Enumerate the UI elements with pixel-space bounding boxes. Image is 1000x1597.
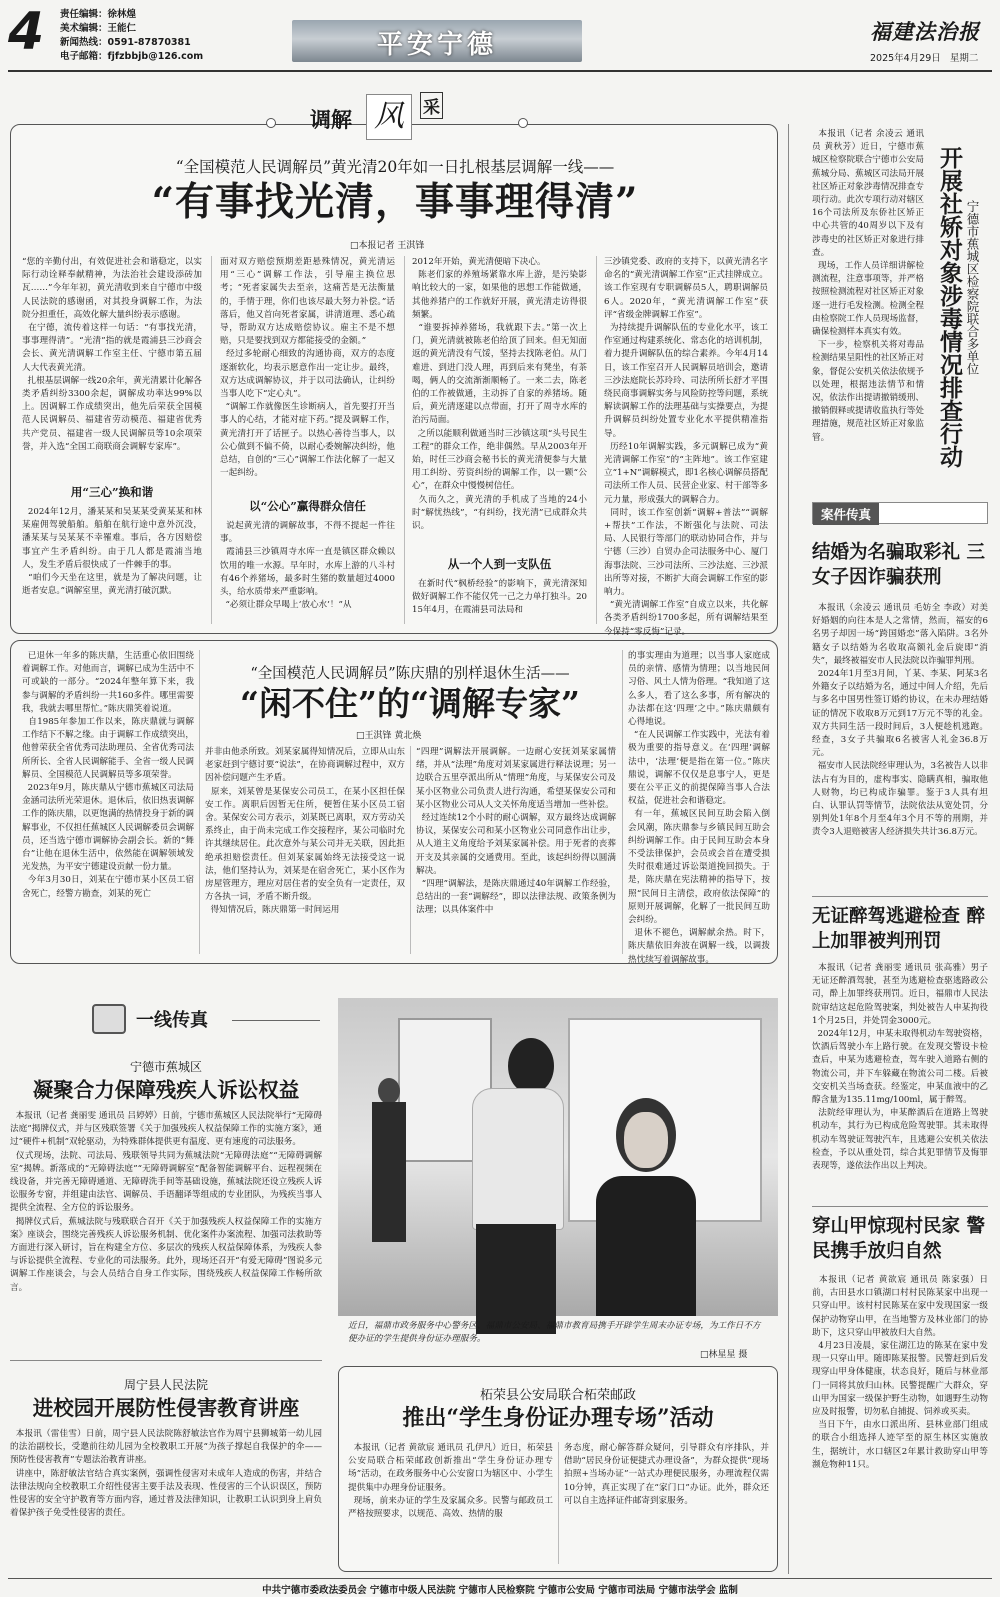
story2-col3: “四理”调解法开展调解。一边耐心安抚刘某家属情绪，并从“法理”角度对刘某家属进行释法说理；另一边联合五里亭派出所从“情理”角度，与某保安公司及某小区物业公司负责人进行沟通，希望某保安公司和某小区物业公司从人文关怀角度适当增加一些补偿。 经过连续12个小时的耐心调解，双方最终达成调解协议，某保安公司和某小区物业公司同意作出让步，从人道主义角度给予刘某家属补偿。用于死者的丧葬开支及其亲属的交通费用。至此，该起纠纷得以圆满解决。 “四理”调解法，是陈庆鼎通过40年调解工作经验，总结出的一套“调解经”，即以法律法规、政策条例为法理；以具体案件中 — [416, 747, 617, 916]
pin-icon — [266, 118, 276, 128]
story1-sub1: 用“三心”换和谐 — [70, 485, 154, 499]
left2-place: 周宁县人民法院 — [123, 1378, 208, 1392]
story1-col2b: 说起黄光清的调解故事，不得不提起一件往事。 霞浦县三沙镇周寺水库一直是镇区群众赖以饮用的唯一水源。早年时，水库上游的八斗村有46个养猪场，最多时生猪的数量超过4000头，给水质带来严重影响。 “必须让群众早喝上‘放心水’！”从 — [220, 521, 395, 611]
side4-body: 本报讯（记者 黄欲宸 通讯员 陈家强）日前，古田县水口镇湖口村村民陈某家中出现一只穿山甲。该村村民陈某在家中发现国家一级保护动物穿山甲，在当地警方及林业部门的协助下，这只穿山甲被放归大自然。 4月23日凌晨，家住湖江边的陈某在家中发现一只穿山甲。随即陈某报警。民警赶到后发现穿山甲身体健康，状态良好，随后与林业部门一同将其放归山林。民警提醒广大群众，穿山甲为国家一级保护野生动物，如遇野生动物应及时报警，切勿私自捕捉、饲养或买卖。 当日下午，由水口派出所、县林业部门组成的联合小组选择人迹罕至的原生林区实施放生，据统计，水口辖区2年累计救助穿山甲等濒危物种11只。 — [812, 1275, 989, 1470]
email: 电子邮箱：fjfzbbjb@126.com — [60, 51, 204, 62]
header-rule — [232, 1020, 320, 1021]
story1-col4: 三沙镇党委、政府的支持下，以黄光清名字命名的“黄光清调解工作室”正式挂牌成立。该工作室现有专职调解员5人，聘职调解员6人。2020年，“黄光清调解工作室”获评“省级金牌调解工作室”。 为持续提升调解队伍的专业化水平，该工作室通过构建系统化、常态化的培训机制，着力提升调解队伍的综合素养。今年4月14日，该工作室召开人民调解员培训会，邀请三沙法庭院长苏玲玲、司法所所长舒才平围绕民商事调解实务与风险防控等问题，系统解读调解工作的法理基础与实操要点，为提升调解员纠纷处置专业化水平提供精准指导。 历经10年调解实践，多元调解已成为“黄光清调解工作室”的“主阵地”。该工作室建立“1+N”调解模式，即1名核心调解员搭配司法所工作人员、民营企业家、村干部等多元力量，形成强大的调解合力。 同时，该工作室创新“调解+普法”“调解+帮扶”工作法，不断强化与法院、司法局、人民银行等部门的联动协同合作，并与宁德（三沙）自贸办企司法服务中心、厦门海事法院、三沙司法所、三沙法庭、三沙派出所等对接，不断扩大商会调解工作室的影响力。 “黄光清调解工作室”自成立以来，共化解各类矛盾纠纷1700多起，所有调解结果至今保持“零反悔”记录。 — [604, 257, 768, 637]
student-id-kicker: 柘荣县公安局联合柘荣邮政 — [479, 1388, 636, 1403]
side1-vertical-sub: 宁德市蕉城区检察院联合多单位 — [965, 200, 980, 375]
side2-title: 结婚为名骗取彩礼 三女子因诈骗获刑 — [812, 542, 985, 588]
story1-col3: 2012年开始，黄光清便暗下决心。 陈老们家的养殖场紧靠水库上游，是污染影响比较大的一家，如果他的思想工作能做通，其他养猪户的工作就好开展，黄光清走访得很频繁。 “谁要拆掉养猪场，我就跟下去。”第一次上门，黄光清就被陈老伯给顶了回来。但无知面返的黄光清没有气馁，坚持去找陈老伯。从门难进、到进门没人理，再到后来有凳坐，有茶喝，俩人的交流渐渐顺畅了。一来二去，陈老伯的工作被做通，主动拆了自家的养猪场。随后，黄光清逐建以点带面，打开了周寺水库的治污局面。 之所以能顺利做通当时三沙镇这项“头号民生工程”的群众工作，绝非偶然。早从2003年开始，时任三沙商会秘书长的黄光清便参与大量用工纠纷、劳资纠纷的调解工作，以一颗“公心”，在群众中慢慢树信任。 久而久之，黄光清的手机成了当地的24小时“解忧热线”，“有纠纷，找光清”已成群众共识。 — [412, 257, 587, 532]
section-rule — [812, 896, 988, 897]
date: 2025年4月29日 — [870, 53, 941, 64]
story1-sub2: 以“公心”赢得群众信任 — [249, 499, 366, 513]
left1-place: 宁德市蕉城区 — [129, 1060, 202, 1074]
photo-credit: □林星星 摄 — [700, 1350, 748, 1360]
story1-col2: 面对双方赔偿预期差距悬殊情况，黄光清运用“三心”调解工作法，引导雇主换位思考；“死者家属失去至亲，这痛苦是无法衡量的，手情于理，你们也该尽最大努力补偿。”话落后，他又首向死者家属，讲清道理、悉心疏导，帮助双方达成赔偿协议。雇主不是不想赔，只是要找到双方都能接受的金额。” 经过多轮耐心细致的沟通协商，双方的态度逐渐软化，均表示愿意作出一定让步。最终，双方达成调解协议，并于以司法确认，让纠纷当事人吃下“定心丸”。 “调解工作就像医生诊断病人，首先要打开当事人的心结，才能对症下药。”提及调解工作，黄光清打开了话匣子。以热心善待当事人，以公心做到不偏不倚，以耐心委婉解决纠纷，他总结，自创的“三心”调解工作法化解了一起又一起纠纷。 — [220, 257, 395, 479]
column-rule — [410, 746, 411, 954]
story1-byline: □本报记者 王淇锋 — [350, 241, 425, 251]
news-photo — [338, 998, 778, 1316]
left2-title: 进校园开展防性侵害教育讲座 — [32, 1396, 300, 1420]
story2-col2: 并非由他杀所致。刘某家属得知情况后，立即从山东老家赶到宁德讨要“说法”，在协商调解过程中，双方因补偿问题产生矛盾。 原来，刘某曾是某保安公司员工，在某小区担任保安工作。离职后因暂无住所，便暂住某小区员工宿舍。某保安公司方表示，刘某既已离职，双方劳动关系终止，由于尚未完成工作交接程序，某公司临时允许其继续居住。此次意外与某公司并无关联，因此拒绝承担赔偿责任。但刘某家属始终无法接受这一说法，他们坚持认为，刘某是在宿舍死亡，某小区作为房屋管理方，理应对居住者的安全负有一定责任，双方各执一词，矛盾不断升级。 得知情况后，陈庆鼎第一时间运用 — [205, 747, 405, 916]
sidebar-rule — [788, 124, 789, 1574]
story1-col1: “您的辛勤付出，有效促进社会和谐稳定，以实际行动诠释奉献精神，为法治社会建设添砖加瓦……”今年年初，黄光清收到来自宁德市中级人民法院的感谢函，对其投身调解工作，为法院分担重任，高效化解大量纠纷表示感谢。 在宁德，流传着这样一句话：“有事找光清，事事理得清”。“光清”指的就是霞浦县三沙商会会长、黄光清调解工作室主任、宁德市第五届人大代表黄光清。 扎根基层调解一线20余年，黄光清累计化解各类矛盾纠纷3300余起，调解成功率达99%以上。因调解工作成绩突出，他先后荣获全国模范人民调解员、福建省劳动模范、福建省优秀共产党员、福建省一级人民调解员等10余项荣誉，并入选“全国工商联商会调解专家库”。 — [22, 257, 203, 452]
footer-rule — [8, 1578, 992, 1579]
side2-body: 本报讯（余凌云 通讯员 毛妨全 李政）对美好婚姻的向往本是人之常情，然而，福安的6名男子却因一场“跨国婚恋”落入陷阱。3名外籍女子以结婚为名收取高额礼金后旋即“消失”，最终被福安市人民法院以诈骗罪判刑。 2024年1月至3月间，丫某、李某、阿某3名外籍女子以结婚为名，通过中间人介绍，先后与多名中国男性签订婚约协议，在未办理结婚证的情况下收取8万元到17万元不等的礼金。双方共同生活一段时间后，3人便趁机逃跑。经查，3女子共骗取6名被害人礼金36.8万元。 福安市人民法院经审理认为，3名被告人以非法占有为目的，虚构事实、隐瞒真相，骗取他人财物，均已构成诈骗罪。鉴于3人具有坦白、认罪认罚等情节，法院依法从宽处罚，分别判处1年8个月至4年3个月不等的刑期，并责令3人退赔被害人经济损失共计36.8万元。 — [812, 603, 989, 838]
column-rule — [558, 1442, 559, 1564]
student-id-col1: 本报讯（记者 黄欲宸 通讯员 孔伊凡）近日，柘荣县公安局联合柘荣邮政创新推出“学生身份证办理专场”活动，在政务服务中心公安窗口为辖区中、小学生提供集中办理身份证服务。 现场，前来办证的学生及家属众多。民警与邮政员工严格按照要求，以规范、高效、热情的服 — [348, 1443, 553, 1520]
column-rule — [199, 650, 200, 954]
side1-vertical-title: 开展社矫对象涉毒情况排查行动 — [936, 146, 963, 468]
column-rule — [211, 256, 212, 624]
yixian-label: 一线传真 — [136, 1010, 208, 1031]
masthead-rule — [8, 70, 992, 72]
section-rule — [812, 1206, 988, 1207]
side3-title: 无证醉驾逃避检查 醉上加罪被判刑罚 — [812, 906, 985, 952]
masthead-info — [60, 8, 203, 64]
left1-body: 本报讯（记者 龚丽雯 通讯员 吕婷婷）日前，宁德市蕉城区人民法院举行“无障碍法庭”揭牌仪式，并与区残联签署《关于加强残疾人权益保障工作的实施方案》，通过“硬件+机制”双轮驱动，为特殊群体提供更有温度、更有速度的司法服务。 仪式现场，法院、司法局、残联领导共同为蕉城法院“无障碍法庭”“无障碍调解室”揭牌。新落成的“无障碍法庭”“无障碍调解室”配备智能调解平台、远程视频在线设备，并完善无障碍通道、无障碍洗手间等基础设施，蕉城法院还设立残疾人诉讼服务专窗，并组建由法官、调解员、手语翻译等组成的专业团队，为残疾当事人提供全流程、全方位的诉讼服务。 揭牌仪式后，蕉城法院与残联联合召开《关于加强残疾人权益保障工作的实施方案》座谈会，围绕完善残疾人诉讼服务机制、优化案件办案流程、加强司法救助等方面进行深入研讨，旨在构建全方位、多层次的残疾人权益保障体系，为残疾人参与诉讼提供全流程、专业化的司法服务。此外，现场还召开“有爱无障碍”图说多元调解工作座谈会，与会人员结合自身工作实际，围绕残疾人权益保障工作畅所欲言。 — [10, 1111, 323, 1293]
section-title: 平安宁德 — [376, 30, 497, 60]
date-line — [870, 50, 978, 64]
weekday: 星期二 — [949, 53, 979, 64]
art-editor: 美术编辑：王能仁 — [60, 23, 137, 34]
story1-col1b: 2024年12月，潘某某和吴某某受黄某某和林某雇佣驾驶船舶。船舶在航行途中意外沉没，潘某某与吴某某不幸罹难。事后，各方因赔偿事宜产生矛盾纠纷。由于几人都是霞浦当地人，发生矛盾后很快成了一件棘手的事。 “咱们今天坐在这里，就是为了解决问题，让逝者安息。”调解室里，黄光清打破沉默。 — [22, 507, 203, 597]
paper-name: 福建法治报 — [870, 19, 980, 44]
footer-supervisors: 中共宁德市委政法委员会 宁德市中级人民法院 宁德市人民检察院 宁德市公安局 宁德市司法局 宁德市法学会 监制 — [262, 1585, 738, 1596]
student-figure — [586, 1098, 706, 1318]
bystander-figure — [368, 1078, 408, 1248]
column-tag — [310, 92, 480, 142]
left1-title: 凝聚合力保障残疾人诉讼权益 — [32, 1078, 300, 1102]
pin-icon — [518, 118, 528, 128]
column-rule — [622, 650, 623, 954]
left2-body: 本报讯（雷佳雪）日前，周宁县人民法院陈舒敏法官作为周宁县狮城第一幼儿园的法治副校长，受邀前往幼儿园为全校教职工开展“为孩子撑起自我保护的伞——预防性侵害教育”专题法治教育讲座。 讲座中，陈舒敏法官结合真实案例，强调性侵害对未成年人造成的伤害，并结合法律法规向全校教职工介绍性侵害主要手法及表现、性侵害的三个认识误区，预防性侵害的安全守护教育等方面内容，通过普及法律知识，让教职工认识到身上肩负着保护孩子免受性侵害的责任。 — [10, 1429, 322, 1519]
column-tag-c: 采 — [420, 92, 443, 119]
column-rule — [596, 256, 597, 624]
story1-title: “有事找光清，事事理得清” — [151, 179, 639, 225]
fax-icon — [92, 1004, 126, 1034]
section-banner — [292, 20, 582, 62]
student-id-col2: 务态度，耐心解答群众疑问，引导群众有序排队，并借助“居民身份证便捷式办理设备”，为群众提供“现场拍照+当场办证”一站式办理便民服务，办理流程仅需10分钟，真正实现了在“家门口”办证。此外，群众还可以自主选择证件邮寄到家服务。 — [564, 1443, 769, 1506]
hotline: 新闻热线：0591-87870381 — [60, 37, 191, 48]
story1-col3b: 在新时代“枫桥经验”的影响下，黄光清深知做好调解工作不能仅凭一己之力单打独斗。2015年4月，在霞浦县司法局和 — [412, 579, 587, 616]
side3-body: 本报讯（记者 龚丽雯 通讯员 张高雅）男子无证还醉酒驾驶，甚至为逃避检查驱逃路政公司，酔上加罪终获刑罚。近日，福鼎市人民法院审结这起危险驾驶案，判处被告人申某拘役1个月25日，并处罚金3000元。 2024年12月，申某未取得机动车驾驶资格，饮酒后驾驶小车上路行驶。在发现交警设卡检查后，申某为逃避检查，驾车驶入道路右侧的物流公司，并下车躲藏在物流公司二楼。后被交安机关当场查获。经鉴定，申某血液中的乙醇含量为135.11mg/100ml，属于醉驾。 法院经审理认为，申某醉酒后在道路上驾驶机动车，其行为已构成危险驾驶罪。其未取得机动车驾驶证驾驶汽车，且逃避公安机关依法检查，予以从重处罚，综合其犯罪情节及悔罪表现等，遂依法作出以上判决。 — [812, 963, 989, 1172]
story1-kicker: “全国模范人民调解员”黄光清20年如一日扎根基层调解一线—— — [175, 158, 615, 176]
editor: 责任编辑：徐林煌 — [60, 9, 137, 20]
section-rule — [10, 1360, 322, 1361]
column-rule — [404, 256, 405, 624]
column-tag-a: 调解 — [310, 107, 352, 132]
story2-kicker: “全国模范人民调解员”陈庆鼎的别样退休生活—— — [250, 666, 570, 682]
photo-caption: 近日，福鼎市政务服务中心警务区、福鼎市公安局、福鼎市教育局携手开辟学生周末办证专场，为工作日不方便办证的学生提供身份证办理服务。 — [348, 1321, 761, 1344]
side1-body: 本报讯（记者 余凌云 通讯员 黄秋芳）近日，宁德市蕉城区检察院联合宁德市公安局蕉城分局、蕉城区司法局开展社区矫正对象涉毒情况排查专项行动。此次专项行动对辖区16个司法所及东侨社区矫正中心共管的40周岁以下及有涉毒史的社区矫正对象进行排查。 现场，工作人员详细讲解检测流程，注意事项等，并严格按照检测流程对社区矫正对象逐一进行毛发检测。检测全程由检察院工作人员现场监督，确保检测样本真实有效。 下一步，检察机关将对毒品检测结果呈阳性的社区矫正对象，督促公安机关依法依规予以处理，根据违法情节和情况，依法作出提请撤销缓刑、撤销假释或提请收监执行等处理措施，规范社区矫正对象监管。 — [812, 129, 924, 443]
side-tag-label: 案件传真 — [813, 503, 879, 525]
side4-title: 穿山甲惊现村民家 警民携手放归自然 — [812, 1216, 985, 1262]
page-number: 4 — [8, 2, 45, 62]
story2-col1: 已退休一年多的陈庆鼎，生活重心依旧围绕着调解工作。对他而言，调解已成为生活中不可或缺的一部分。“2024年整年算下来，我参与调解的矛盾纠纷一共160多件。哪里需要我，我就去哪里帮忙。”陈庆鼎笑着说道。 自1985年参加工作以来，陈庆鼎就与调解工作结下不解之缘。由于调解工作成绩突出，他曾荣获全省优秀司法助理员、全省优秀司法所所长、全省人民调解能手、全省一级人民调解员、全国模范人民调解员等多项荣誉。 2023年9月，陈庆鼎从宁德市蕉城区司法局金涵司法所光荣退休。退休后，依旧热衷调解工作的陈庆鼎，以更饱满的热情投身于新的调解事业，不仅担任蕉城区人民调解委员会调解员，还当选宁德市调解协会副会长。新的“舞台”让他在退休生活中，依然能在调解领域发光发热，为平安宁德建设贡献一份力量。 今年3月30日，刘某在宁德市某小区员工宿舍死亡，经警方勘查，刘某的死亡 — [22, 651, 195, 899]
story2-byline: □王淇锋 黄北焕 — [356, 731, 422, 741]
yixian-header — [92, 1002, 322, 1036]
story2-col4: 的事实理由为道理；以当事人家庭成员的亲情、感情为情理；以当地民间习俗、风土人情为俗理。“我知道了这么多人，看了这么多事，所有解决的办法都在这‘四理’之中。”陈庆鼎颇有心得地说。 “在人民调解工作实践中，光法有着极为重要的指导意义。在‘四理’调解法中，‘法理’便是指在第一位。”陈庆鼎说，调解不仅仅是息事宁人，更是要在公平正义的前提保障当事人合法权益，促进社会和谐稳定。 有一年，蕉城区民间互助会陷入倒会风潮，陈庆鼎参与乡镇民间互助会纠纷调解工作。由于民间互助会本身不受法律保护，会员或会首在遭受损失时很难通过诉讼渠道挽回损失。于是，陈庆鼎在宪法精神的指导下，按照“民间日主清偿，政府依法保障”的原则开展调解，化解了一批民间互助会纠纷。 退休不褪色，调解献余热。时下，陈庆鼎依旧奔波在调解一线，以调拨热忱续写着调解故事。 — [628, 651, 770, 965]
story1-sub3: 从一个人到一支队伍 — [447, 557, 552, 571]
column-tag-b: 风 — [366, 94, 412, 140]
student-id-title: 推出“学生身份证办理专场”活动 — [402, 1405, 714, 1431]
story2-title: “闲不住”的“调解专家” — [240, 684, 580, 723]
side-tag — [812, 502, 988, 524]
officer-figure — [448, 1038, 578, 1328]
